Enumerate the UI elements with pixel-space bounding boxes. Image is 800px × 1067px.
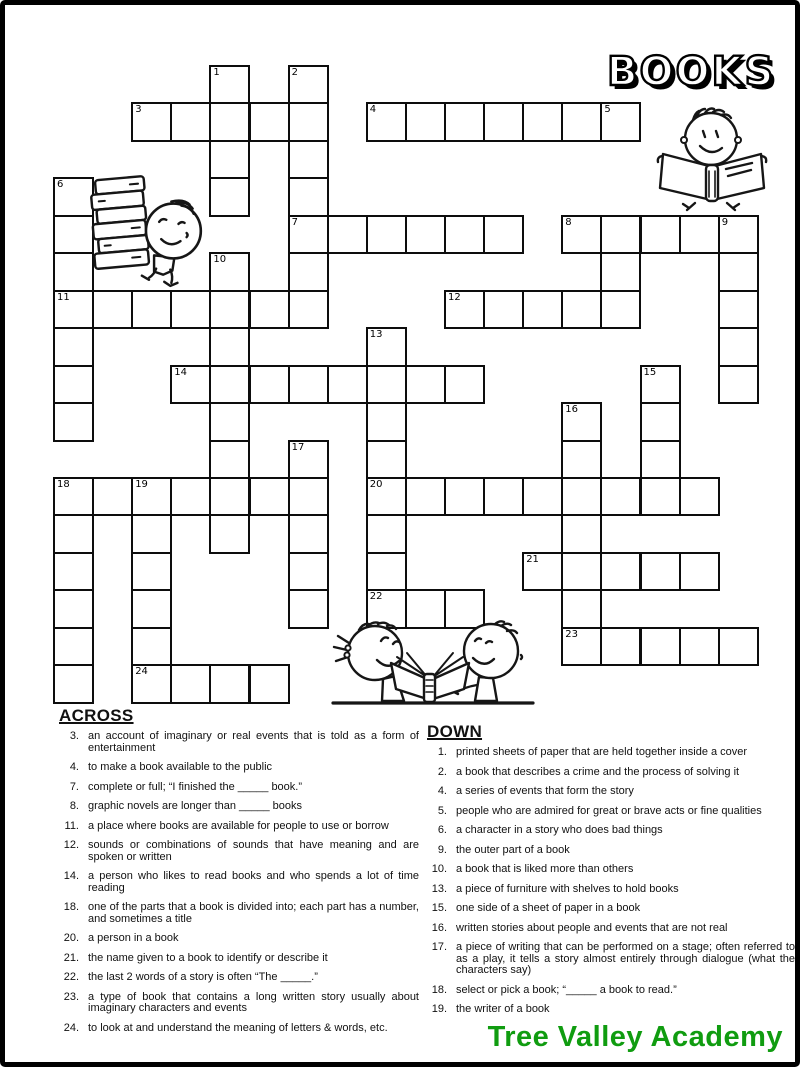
crossword-cell[interactable] [405, 477, 446, 517]
crossword-cell[interactable] [366, 552, 407, 592]
clue-item [425, 903, 795, 915]
crossword-cell[interactable] [522, 290, 563, 330]
clue-number-label: 10 [213, 254, 227, 266]
clue-item [425, 825, 795, 837]
clue-number: 2. [437, 765, 447, 778]
crossword-cell[interactable] [249, 365, 290, 405]
clue-item [425, 786, 795, 798]
clue-number-label: 12 [448, 291, 461, 303]
clue-number-label: 9 [721, 216, 729, 228]
crossword-cell[interactable] [718, 327, 759, 367]
clue-text: the writer of a book [456, 1003, 550, 1015]
crossword-cell[interactable] [366, 402, 407, 442]
crossword-cell[interactable] [366, 440, 407, 480]
crossword-cell[interactable] [366, 215, 407, 255]
clue-number: 15. [431, 902, 447, 914]
crossword-cell[interactable] [131, 552, 172, 592]
clue-item [425, 767, 795, 779]
clue-number: 14. [63, 870, 79, 882]
clue-number-label: 19 [135, 478, 148, 490]
clue-number: 5. [437, 804, 447, 817]
crossword-cell[interactable] [209, 140, 250, 180]
clue-item [425, 942, 795, 977]
crossword-cell[interactable] [53, 290, 94, 330]
clue-number-label: 20 [369, 478, 383, 490]
clue-item [57, 992, 419, 1015]
clue-number: 11. [64, 819, 79, 832]
clue-number: 17. [431, 941, 447, 953]
crossword-cell[interactable] [640, 215, 681, 255]
clue-item [57, 953, 419, 965]
crossword-cell[interactable] [170, 102, 211, 142]
crossword-cell[interactable] [53, 514, 94, 554]
crossword-cell[interactable] [249, 102, 290, 142]
crossword-cell[interactable] [249, 477, 290, 517]
crossword-cell[interactable] [640, 477, 681, 517]
crossword-cell[interactable] [444, 215, 485, 255]
clue-text: one of the parts that a book is divided into; each part has a number, and sometimes a title [88, 901, 419, 925]
crossword-cell[interactable] [640, 552, 681, 592]
crossword-cell[interactable] [561, 290, 602, 330]
clue-item [425, 747, 795, 759]
crossword-cell[interactable] [561, 627, 602, 667]
across-clues-section [57, 706, 419, 1042]
crossword-cell[interactable] [366, 327, 407, 367]
crossword-cell[interactable] [288, 365, 329, 405]
clue-text: the name given to a book to identify or describe it [88, 951, 328, 964]
crossword-cell[interactable] [561, 552, 602, 592]
crossword-cell[interactable] [444, 290, 485, 330]
crossword-cell[interactable] [53, 402, 94, 442]
clue-number: 13. [431, 882, 447, 895]
down-heading: DOWN [427, 722, 483, 741]
clue-number-label: 7 [291, 216, 298, 228]
crossword-cell[interactable] [209, 477, 250, 517]
down-clues-section [425, 722, 795, 1024]
crossword-cell[interactable] [600, 552, 641, 592]
crossword-cell[interactable] [288, 589, 329, 629]
clue-item [57, 762, 419, 774]
crossword-cell[interactable] [444, 365, 485, 405]
clue-number-label: 24 [135, 666, 148, 678]
crossword-cell[interactable] [53, 552, 94, 592]
clue-number: 8. [69, 800, 79, 812]
clue-item [425, 884, 795, 896]
clue-number-label: 15 [643, 366, 657, 378]
clue-number-label: 14 [174, 366, 188, 378]
clue-number: 4. [69, 761, 79, 773]
crossword-cell[interactable] [288, 252, 329, 292]
clue-text: the last 2 words of a story is often “The _____.” [88, 971, 318, 983]
crossword-cell[interactable] [600, 252, 641, 292]
crossword-cell[interactable] [209, 440, 250, 480]
crossword-cell[interactable] [209, 664, 250, 704]
crossword-cell[interactable] [483, 102, 524, 142]
crossword-cell[interactable] [640, 440, 681, 480]
clue-item [425, 985, 795, 997]
clue-item [57, 801, 419, 813]
crossword-cell[interactable] [718, 252, 759, 292]
clue-number: 10. [431, 863, 447, 875]
crossword-cell[interactable] [209, 102, 250, 142]
crossword-cell[interactable] [209, 514, 250, 554]
clue-text: a person in a book [88, 932, 179, 944]
crossword-cell[interactable] [53, 664, 94, 704]
crossword-cell[interactable] [288, 440, 329, 480]
clue-text: a type of book that contains a long written story usually about imaginary characters and events [88, 990, 419, 1014]
clue-text: a character in a story who does bad things [456, 824, 663, 836]
crossword-cell[interactable] [131, 290, 172, 330]
clue-text: a book that describes a crime and the process of solving it [456, 765, 740, 778]
crossword-cell[interactable] [600, 215, 641, 255]
crossword-cell[interactable] [405, 102, 446, 142]
clue-item [57, 782, 419, 794]
clue-number-label: 8 [565, 216, 572, 228]
crossword-cell[interactable] [561, 589, 602, 629]
crossword-cell[interactable] [483, 215, 524, 255]
boy-carrying-books-illustration [85, 168, 213, 292]
crossword-cell[interactable] [444, 477, 485, 517]
crossword-cell[interactable] [131, 589, 172, 629]
clue-text: one side of a sheet of paper in a book [456, 902, 641, 914]
crossword-cell[interactable] [288, 177, 329, 217]
clue-text: to look at and understand the meaning of letters & words, etc. [88, 1021, 388, 1034]
crossword-cell[interactable] [600, 102, 641, 142]
crossword-cell[interactable] [131, 664, 172, 704]
clue-number: 12. [63, 839, 79, 851]
clue-item [57, 840, 419, 863]
clue-number: 20. [63, 932, 79, 944]
crossword-cell[interactable] [53, 589, 94, 629]
crossword-cell[interactable] [561, 402, 602, 442]
clue-number: 1. [437, 746, 447, 758]
clue-item [57, 902, 419, 925]
crossword-cell[interactable] [131, 102, 172, 142]
clue-number: 23. [63, 990, 79, 1003]
crossword-cell[interactable] [327, 215, 368, 255]
clue-number: 18. [63, 901, 79, 913]
crossword-cell[interactable] [209, 327, 250, 367]
clue-text: printed sheets of paper that are held together inside a cover [456, 746, 748, 758]
clue-text: sounds or combinations of sounds that have meaning and are spoken or written [88, 839, 419, 863]
crossword-cell[interactable] [209, 252, 250, 292]
crossword-cell[interactable] [288, 514, 329, 554]
clue-item [57, 731, 419, 754]
clue-number-label: 17 [291, 441, 305, 453]
crossword-cell[interactable] [522, 477, 563, 517]
clue-number: 22. [63, 971, 79, 983]
crossword-cell[interactable] [170, 365, 211, 405]
crossword-cell[interactable] [92, 290, 133, 330]
crossword-cell[interactable] [444, 102, 485, 142]
crossword-cell[interactable] [600, 290, 641, 330]
clue-number: 3. [69, 730, 79, 742]
clue-item [57, 1023, 419, 1035]
clue-item [57, 821, 419, 833]
clue-item [425, 806, 795, 818]
clue-text: complete or full; “I finished the _____ book.” [88, 780, 303, 793]
crossword-cell[interactable] [209, 177, 250, 217]
crossword-cell[interactable] [92, 477, 133, 517]
clue-number: 16. [431, 921, 447, 934]
clue-text: an account of imaginary or real events that is told as a form of entertainment [88, 730, 419, 754]
clue-text: graphic novels are longer than _____ books [88, 800, 303, 812]
crossword-cell[interactable] [561, 102, 602, 142]
crossword-cell[interactable] [53, 327, 94, 367]
clue-number-label: 4 [369, 104, 377, 116]
clue-number-label: 23 [565, 628, 579, 640]
crossword-cell[interactable] [640, 365, 681, 405]
clue-text: select or pick a book; “_____ a book to read.” [456, 983, 677, 996]
crossword-cell[interactable] [561, 215, 602, 255]
clue-text: a person who likes to read books and who spends a lot of time reading [88, 870, 419, 894]
crossword-cell[interactable] [53, 365, 94, 405]
clue-number-label: 5 [604, 104, 611, 116]
clue-number-label: 16 [565, 404, 579, 416]
crossword-cell[interactable] [170, 664, 211, 704]
boy-reading-book-illustration [647, 103, 775, 215]
clue-number-label: 6 [57, 179, 64, 191]
crossword-cell[interactable] [405, 215, 446, 255]
crossword-cell[interactable] [718, 290, 759, 330]
clue-number-label: 11 [57, 291, 70, 303]
crossword-cell[interactable] [288, 140, 329, 180]
clue-text: a book that is liked more than others [456, 863, 634, 875]
clue-item [57, 871, 419, 894]
clue-item [57, 972, 419, 984]
clue-number: 6. [437, 824, 447, 836]
clue-number-label: 2 [291, 67, 298, 78]
clue-text: people who are admired for great or brave acts or fine qualities [456, 804, 762, 817]
crossword-cell[interactable] [131, 514, 172, 554]
crossword-cell[interactable] [679, 215, 720, 255]
crossword-cell[interactable] [679, 552, 720, 592]
crossword-cell[interactable] [483, 477, 524, 517]
crossword-cell[interactable] [561, 514, 602, 554]
kids-sharing-book-illustration [325, 615, 541, 707]
crossword-cell[interactable] [718, 215, 759, 255]
clue-text: the outer part of a book [456, 843, 570, 856]
crossword-cell[interactable] [366, 514, 407, 554]
clue-number: 4. [437, 785, 447, 797]
crossword-cell[interactable] [131, 477, 172, 517]
crossword-cell[interactable] [131, 627, 172, 667]
crossword-cell[interactable] [288, 552, 329, 592]
crossword-cell[interactable] [288, 102, 329, 142]
down-clue-list [425, 747, 795, 1016]
crossword-cell[interactable] [600, 627, 641, 667]
crossword-cell[interactable] [288, 477, 329, 517]
crossword-cell[interactable] [679, 477, 720, 517]
clue-text: a series of events that form the story [456, 785, 634, 797]
crossword-cell[interactable] [679, 627, 720, 667]
crossword-cell[interactable] [366, 365, 407, 405]
crossword-cell[interactable] [483, 290, 524, 330]
clue-number: 18. [431, 983, 447, 996]
clue-text: a place where books are available for people to use or borrow [88, 819, 389, 832]
clue-item [425, 845, 795, 857]
crossword-cell[interactable] [288, 290, 329, 330]
crossword-cell[interactable] [170, 477, 211, 517]
clue-number: 19. [431, 1003, 447, 1015]
clue-item [425, 864, 795, 876]
crossword-cell[interactable] [288, 215, 329, 255]
crossword-cell[interactable] [561, 477, 602, 517]
crossword-cell[interactable] [53, 477, 94, 517]
crossword-cell[interactable] [600, 477, 641, 517]
clue-number: 7. [69, 780, 79, 793]
crossword-cell[interactable] [366, 477, 407, 517]
crossword-cell[interactable] [53, 627, 94, 667]
crossword-cell[interactable] [522, 552, 563, 592]
clue-text: a piece of furniture with shelves to hold books [456, 882, 679, 895]
crossword-cell[interactable] [640, 627, 681, 667]
clue-text: a piece of writing that can be performed on a stage; often referred to as a play, it tells a story almost entirely through dialogue (what the characters say) [456, 941, 795, 976]
crossword-cell[interactable] [405, 365, 446, 405]
crossword-cell[interactable] [366, 102, 407, 142]
crossword-cell[interactable] [170, 290, 211, 330]
clue-text: to make a book available to the public [88, 761, 273, 773]
clue-number: 9. [437, 843, 447, 856]
clue-number-label: 13 [369, 329, 383, 341]
crossword-cell[interactable] [640, 402, 681, 442]
brand-footer: Tree Valley Academy [487, 1021, 783, 1053]
crossword-cell[interactable] [249, 664, 290, 704]
clue-number-label: 3 [135, 104, 142, 116]
clue-number-label: 21 [526, 553, 539, 565]
clue-item [425, 923, 795, 935]
crossword-cell[interactable] [209, 65, 250, 105]
clue-number: 21. [63, 951, 79, 964]
crossword-cell[interactable] [209, 290, 250, 330]
crossword-cell[interactable] [718, 627, 759, 667]
crossword-cell[interactable] [561, 440, 602, 480]
clue-item [425, 1004, 795, 1016]
clue-text: written stories about people and events that are not real [456, 921, 728, 934]
clue-number-label: 1 [213, 67, 220, 78]
crossword-cell[interactable] [522, 102, 563, 142]
clue-number: 24. [63, 1021, 79, 1034]
clue-number-label: 18 [57, 478, 70, 490]
clue-item [57, 933, 419, 945]
crossword-cell[interactable] [249, 290, 290, 330]
across-heading: ACROSS [59, 706, 134, 725]
clue-number-label: 22 [369, 591, 383, 603]
across-clue-list [57, 731, 419, 1034]
crossword-cell[interactable] [718, 365, 759, 405]
crossword-cell[interactable] [209, 402, 250, 442]
crossword-cell[interactable] [288, 65, 329, 105]
crossword-cell[interactable] [327, 365, 368, 405]
crossword-cell[interactable] [209, 365, 250, 405]
page-title: BOOKS [607, 49, 776, 95]
